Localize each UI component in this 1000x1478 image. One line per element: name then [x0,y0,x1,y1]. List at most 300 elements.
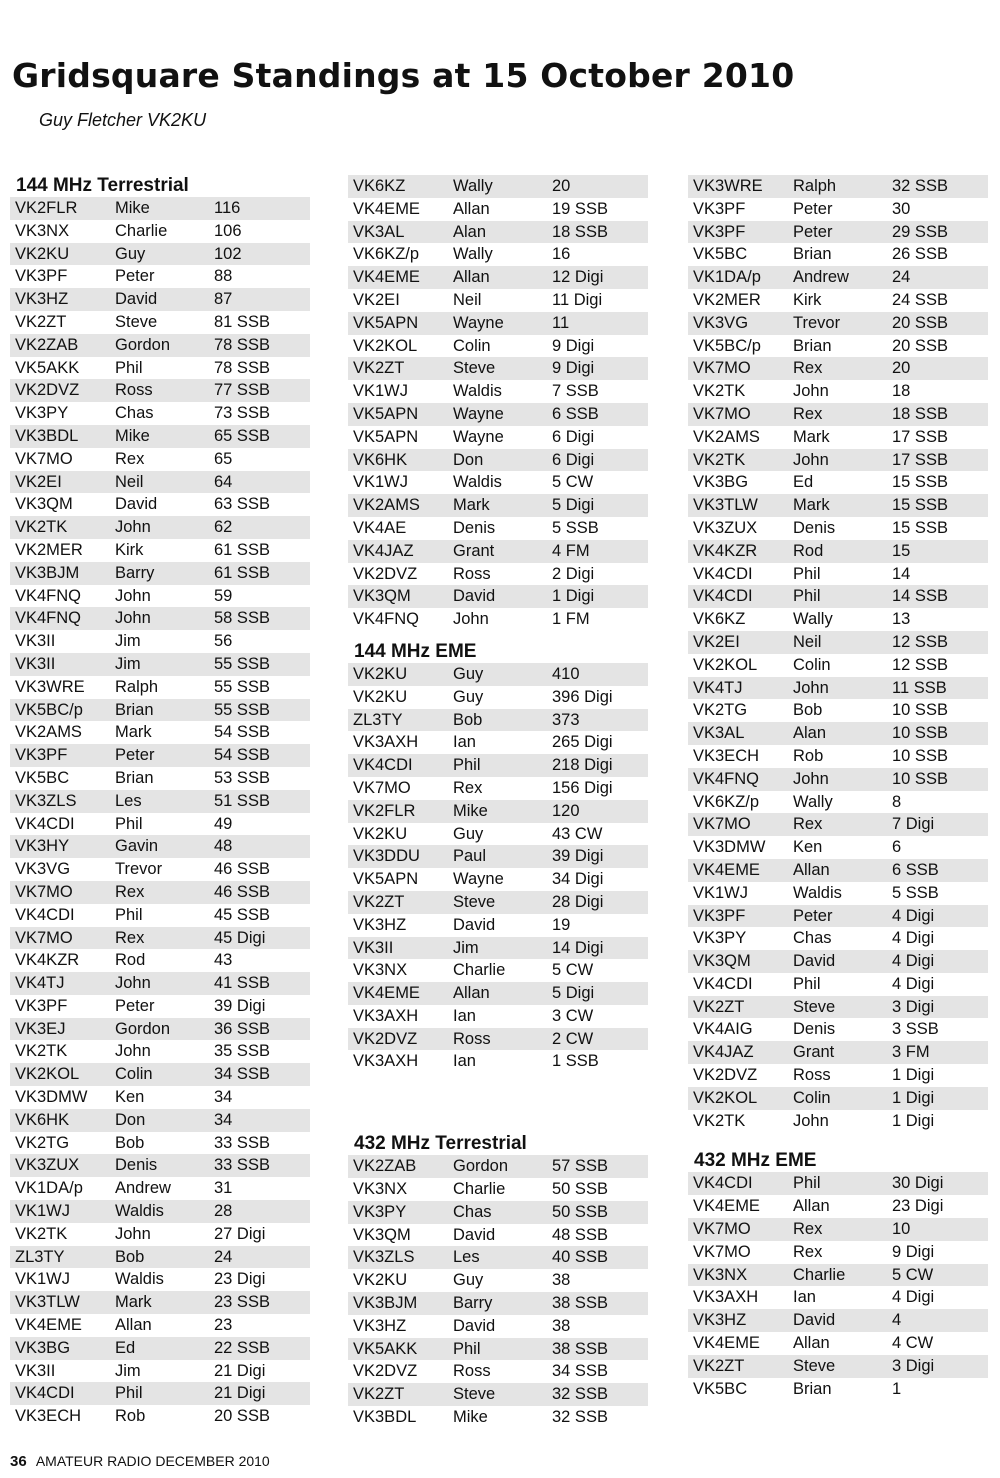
callsign: VK7MO [693,1242,751,1261]
callsign: VK4EME [353,268,420,287]
table-row [10,1314,310,1337]
callsign: VK4KZR [693,541,758,560]
grid-count: 63 SSB [214,495,270,514]
table-row [348,663,648,686]
grid-count: 14 SSB [892,587,948,606]
callsign: VK2ZT [693,997,745,1016]
callsign: VK5APN [353,427,419,446]
operator-name: Trevor [793,313,841,332]
operator-name: Ed [115,1338,136,1357]
operator-name: John [793,382,829,401]
grid-count: 55 SSB [214,677,270,696]
table-row [348,1269,648,1292]
grid-count: 56 [214,632,233,651]
operator-name: Rod [793,541,824,560]
callsign: VK7MO [353,778,411,797]
callsign: VK2TK [693,1111,746,1130]
operator-name: Guy [453,1271,484,1290]
grid-count: 1 Digi [892,1066,935,1085]
callsign: VK3TLW [15,1293,80,1312]
grid-count: 20 SSB [214,1407,270,1426]
grid-count: 1 [892,1379,902,1398]
callsign: VK3PY [353,1202,407,1221]
callsign: VK3PF [15,746,68,765]
table-row [688,950,988,973]
operator-name: John [793,769,829,788]
table-row [10,1040,310,1063]
grid-count: 81 SSB [214,312,270,331]
table-row [348,914,648,937]
operator-name: David [453,1225,496,1244]
grid-count: 50 SSB [552,1202,608,1221]
callsign: VK3VG [693,313,749,332]
operator-name: Guy [453,687,484,706]
callsign: VK2KU [353,664,408,683]
operator-name: David [453,915,496,934]
operator-name: Peter [793,222,833,241]
callsign: VK2TK [693,450,746,469]
grid-count: 58 SSB [214,609,270,628]
table-row [10,1018,310,1041]
grid-count: 10 SSB [892,701,948,720]
table-row [348,608,648,631]
grid-count: 3 SSB [892,1020,939,1039]
operator-name: Denis [793,518,836,537]
table-row [688,654,988,677]
grid-count: 218 Digi [552,756,613,775]
column-3 [688,175,988,1400]
operator-name: Phil [793,564,821,583]
callsign: VK3ZUX [15,1156,80,1175]
operator-name: Waldis [453,473,502,492]
grid-count: 3 FM [892,1043,930,1062]
table-row [10,995,310,1018]
callsign: VK2KU [15,244,70,263]
operator-name: Phil [453,756,481,775]
callsign: VK4EME [693,1197,760,1216]
table-row [688,243,988,266]
table-row [10,1337,310,1360]
table-row [10,1268,310,1291]
callsign: VK5APN [353,313,419,332]
callsign: VK4EME [353,199,420,218]
grid-count: 65 SSB [214,426,270,445]
operator-name: Brian [793,336,832,355]
table-row [688,813,988,836]
table-row [10,927,310,950]
table-row [10,607,310,630]
callsign: VK3HZ [353,1316,407,1335]
table-row [688,1264,988,1287]
grid-count: 17 SSB [892,427,948,446]
operator-name: Grant [453,541,495,560]
operator-name: Neil [453,290,482,309]
grid-count: 20 [892,359,911,378]
callsign: VK7MO [693,1220,751,1239]
callsign: VK2AMS [353,496,420,515]
operator-name: Jim [115,632,141,651]
table-row [688,449,988,472]
table-row [10,721,310,744]
operator-name: Andrew [115,1179,171,1198]
grid-count: 36 SSB [214,1019,270,1038]
table-row [348,754,648,777]
operator-name: Bob [793,701,823,720]
operator-name: Alan [453,222,487,241]
grid-count: 116 [214,199,241,217]
operator-name: Phil [115,358,143,377]
table-row [10,243,310,266]
table-row [688,1110,988,1133]
table-row [348,221,648,244]
operator-name: Denis [115,1156,158,1175]
callsign: VK4AIG [693,1020,753,1039]
callsign: VK3NX [353,1180,408,1199]
table-row [10,448,310,471]
table-row [10,1291,310,1314]
grid-count: 35 SSB [214,1042,270,1061]
grid-count: 20 SSB [892,336,948,355]
table-432-terrestrial [348,1155,648,1429]
operator-name: John [115,1224,151,1243]
callsign: VK3AXH [693,1288,759,1307]
operator-name: Steve [453,1385,496,1404]
operator-name: Rex [453,778,483,797]
grid-count: 5 SSB [552,518,599,537]
operator-name: Waldis [453,382,502,401]
table-row [348,243,648,266]
table-row [688,1064,988,1087]
table-row [348,471,648,494]
grid-count: 57 SSB [552,1157,608,1176]
table-row [688,1195,988,1218]
table-row [688,1332,988,1355]
callsign: VK4CDI [693,564,753,583]
callsign: VK3AXH [353,1052,419,1071]
callsign: VK3QM [693,952,751,971]
table-row [688,357,988,380]
operator-name: Ross [793,1066,831,1085]
grid-count: 5 CW [552,961,594,980]
grid-count: 15 SSB [892,518,948,537]
callsign: VK3PF [693,906,746,925]
operator-name: Mike [115,199,150,217]
grid-count: 5 CW [552,473,594,492]
table-row [10,1246,310,1269]
grid-count: 5 SSB [892,883,939,902]
operator-name: Don [453,450,484,469]
grid-count: 78 SSB [214,358,270,377]
table-row [348,937,648,960]
table-row [688,791,988,814]
table-row [688,471,988,494]
callsign: VK2ZT [353,1385,405,1404]
grid-count: 24 [892,268,911,287]
operator-name: David [115,290,158,309]
table-row [348,289,648,312]
table-row [688,517,988,540]
table-row [348,1050,648,1073]
callsign: VK5AKK [353,1339,418,1358]
callsign: VK3BJM [353,1294,418,1313]
table-row [10,630,310,653]
grid-count: 15 SSB [892,496,948,515]
operator-name: Alan [793,724,827,743]
callsign: VK2AMS [15,723,82,742]
callsign: VK3II [15,654,56,673]
grid-count: 8 [892,792,902,811]
table-row [10,699,310,722]
callsign: VK2KOL [15,1065,80,1084]
operator-name: Allan [453,199,490,218]
operator-name: Peter [115,996,155,1015]
grid-count: 20 SSB [892,313,948,332]
operator-name: Charlie [793,1265,846,1284]
operator-name: Charlie [453,961,506,980]
operator-name: Steve [453,359,496,378]
callsign: VK3QM [353,587,411,606]
table-row [688,882,988,905]
callsign: VK3PF [693,199,746,218]
callsign: VK3ZLS [353,1248,415,1267]
operator-name: John [115,518,151,537]
callsign: VK2ZAB [353,1157,417,1176]
table-row [348,891,648,914]
table-row [10,585,310,608]
operator-name: Bob [453,710,483,729]
page-number: 36 [10,1453,27,1470]
table-row [10,767,310,790]
operator-name: Les [453,1248,480,1267]
callsign: VK1WJ [693,883,749,902]
table-row [10,904,310,927]
callsign: VK3HY [15,837,70,856]
table-row [10,1382,310,1405]
callsign: VK3II [15,1361,56,1380]
operator-name: Peter [115,746,155,765]
operator-name: David [793,952,836,971]
callsign: VK6KZ [693,610,746,629]
column-1 [10,175,310,1428]
grid-count: 7 Digi [892,815,935,834]
callsign: VK2TG [15,1133,70,1152]
operator-name: Rex [793,1242,823,1261]
operator-name: Ross [115,381,153,400]
table-row [348,357,648,380]
table-row [348,777,648,800]
callsign: VK2EI [353,290,400,309]
operator-name: David [453,1316,496,1335]
callsign: VK3QM [353,1225,411,1244]
grid-count: 120 [552,801,580,820]
operator-name: John [115,609,151,628]
callsign: VK1WJ [353,382,409,401]
grid-count: 77 SSB [214,381,270,400]
grid-count: 11 Digi [552,290,603,309]
grid-count: 12 SSB [892,632,948,651]
grid-count: 4 Digi [892,906,935,925]
table-432-eme [688,1172,988,1400]
callsign: VK3NX [693,1265,748,1284]
callsign: VK2TK [693,382,746,401]
operator-name: Jim [453,938,479,957]
table-row [10,220,310,243]
grid-count: 23 Digi [214,1270,266,1289]
table-row [10,835,310,858]
operator-name: Rex [115,928,145,947]
operator-name: Denis [793,1020,836,1039]
callsign: VK4CDI [15,1384,75,1403]
operator-name: Colin [793,1088,831,1107]
table-row [688,608,988,631]
grid-count: 34 [214,1088,233,1107]
table-row [348,1406,648,1429]
callsign: VK3II [353,938,394,957]
table-row [348,959,648,982]
table-row [10,972,310,995]
grid-count: 34 SSB [552,1362,608,1381]
table-row [688,266,988,289]
operator-name: Jim [115,654,141,673]
table-row [10,562,310,585]
table-row [10,311,310,334]
callsign: VK3DMW [693,838,766,857]
table-row [10,653,310,676]
callsign: VK2DVZ [15,381,80,400]
section-heading-144-eme: 144 MHz EME [354,640,477,662]
table-row [348,266,648,289]
table-row [10,1360,310,1383]
operator-name: Rod [115,951,146,970]
callsign: VK3AL [693,724,745,743]
operator-name: Allan [793,1197,830,1216]
operator-name: Allan [453,268,490,287]
operator-name: Gavin [115,837,159,856]
operator-name: Gordon [115,335,171,354]
table-row [688,1355,988,1378]
operator-name: Wayne [453,313,504,332]
grid-count: 24 SSB [892,290,948,309]
callsign: VK2MER [15,540,83,559]
callsign: VK7MO [693,815,751,834]
grid-count: 55 SSB [214,700,270,719]
callsign: VK1DA/p [693,268,761,287]
table-row [10,676,310,699]
grid-count: 30 [892,199,911,218]
table-row [10,1200,310,1223]
grid-count: 6 Digi [552,450,595,469]
grid-count: 33 SSB [214,1156,270,1175]
callsign: VK2AMS [693,427,760,446]
table-row [348,1201,648,1224]
table-row [348,517,648,540]
grid-count: 1 Digi [552,587,595,606]
operator-name: Phil [115,905,143,924]
grid-count: 1 SSB [552,1052,599,1071]
grid-count: 32 SSB [552,1408,608,1427]
grid-count: 6 SSB [552,404,599,423]
operator-name: Mark [115,723,152,742]
table-row [688,1087,988,1110]
operator-name: David [115,495,158,514]
callsign: VK2KOL [353,336,418,355]
callsign: VK2ZT [693,1356,745,1375]
operator-name: Wally [793,610,833,629]
callsign: VK2ZT [15,312,67,331]
grid-count: 4 CW [892,1334,934,1353]
grid-count: 59 [214,586,233,605]
grid-count: 1 Digi [892,1111,935,1130]
grid-count: 10 [892,1220,911,1239]
table-row [10,1177,310,1200]
table-row [348,1360,648,1383]
page-footer [10,1453,270,1470]
table-row [348,1383,648,1406]
author-byline: Guy Fletcher VK2KU [39,110,207,130]
grid-count: 10 SSB [892,746,948,765]
callsign: ZL3TY [15,1247,65,1266]
callsign: VK1WJ [15,1202,71,1221]
callsign: VK4EME [353,984,420,1003]
callsign: VK4EME [15,1316,82,1335]
callsign: VK4EME [693,1334,760,1353]
callsign: VK6HK [353,450,408,469]
operator-name: John [793,450,829,469]
grid-count: 6 [892,838,902,857]
table-row [688,221,988,244]
table-row [10,1063,310,1086]
callsign: VK3DMW [15,1088,88,1107]
operator-name: John [115,974,151,993]
callsign: VK2TG [693,701,748,720]
table-row [688,1241,988,1264]
grid-count: 43 CW [552,824,603,843]
table-row [688,1018,988,1041]
operator-name: Peter [115,267,155,286]
grid-count: 156 Digi [552,778,613,797]
operator-name: Rob [115,1407,146,1426]
callsign: VK5BC/p [693,336,761,355]
operator-name: David [793,1311,836,1330]
table-row [688,335,988,358]
table-row [10,949,310,972]
grid-count: 9 Digi [892,1242,935,1261]
table-row [348,540,648,563]
grid-count: 65 [214,449,233,468]
callsign: VK2DVZ [353,1362,418,1381]
operator-name: Allan [115,1316,152,1335]
operator-name: Mark [793,496,830,515]
callsign: VK3EJ [15,1019,66,1038]
grid-count: 41 SSB [214,974,270,993]
grid-count: 28 [214,1202,233,1221]
grid-count: 18 SSB [552,222,608,241]
table-row [348,686,648,709]
callsign: VK3BDL [353,1408,417,1427]
table-row [348,426,648,449]
operator-name: Ken [793,838,823,857]
callsign: VK3ECH [693,746,760,765]
grid-count: 45 SSB [214,905,270,924]
callsign: VK1WJ [353,473,409,492]
operator-name: Ian [453,1006,476,1025]
operator-name: Neil [793,632,822,651]
table-row [688,996,988,1019]
callsign: VK5BC [693,1379,748,1398]
callsign: VK3ZLS [15,791,77,810]
callsign: VK4JAZ [353,541,414,560]
table-row [688,1172,988,1195]
